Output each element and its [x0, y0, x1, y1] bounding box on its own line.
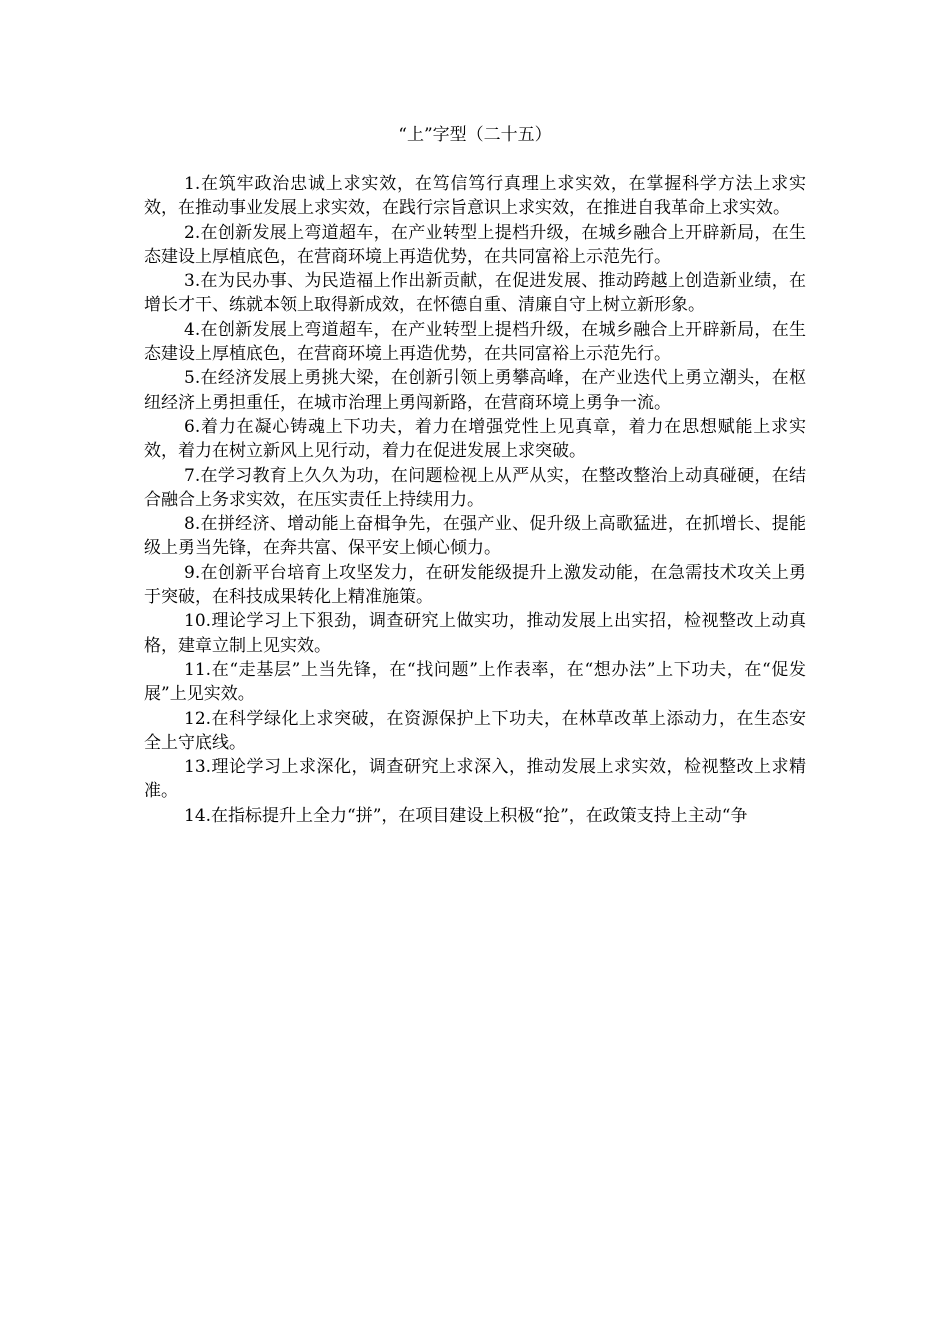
paragraph-11: 11.在“走基层”上当先锋，在“找问题”上作表率，在“想办法”上下功夫，在“促发展”上见实效。: [144, 659, 806, 705]
paragraph-10: 10.理论学习上下狠劲，调查研究上做实功，推动发展上出实招，检视整改上动真格，建章立制上见实效。: [144, 611, 806, 656]
paragraph-3: 3.在为民办事、为民造福上作出新贡献，在促进发展、推动跨越上创造新业绩，在增长才干、练就本领上取得新成效，在怀德自重、清廉自守上树立新形象。: [144, 271, 806, 316]
paragraph-7: 7.在学习教育上久久为功，在问题检视上从严从实，在整改整治上动真碰硬，在结合融合上务求实效，在压实责任上持续用力。: [144, 465, 806, 510]
paragraph-9: 9.在创新平台培育上攻坚发力，在研发能级提升上激发动能，在急需技术攻关上勇于突破，在科技成果转化上精准施策。: [144, 562, 806, 608]
paragraph-14: 14.在指标提升上全力“拼”，在项目建设上积极“抢”，在政策支持上主动“争: [184, 805, 748, 826]
paragraph-4: 4.在创新发展上弯道超车，在产业转型上提档升级，在城乡融合上开辟新局，在生态建设上厚植底色，在营商环境上再造优势，在共同富裕上示范先行。: [144, 319, 806, 365]
document-title: “上”字型（二十五）: [398, 125, 552, 145]
paragraph-6: 6.着力在凝心铸魂上下功夫，着力在增强党性上见真章，着力在思想赋能上求实效，着力在树立新风上见行动，着力在促进发展上求突破。: [144, 416, 806, 462]
paragraph-12: 12.在科学绿化上求突破，在资源保护上下功夫，在林草改革上添动力，在生态安全上守底线。: [144, 708, 806, 753]
paragraph-8: 8.在拼经济、增动能上奋楫争先，在强产业、促升级上高歌猛进，在抓增长、提能级上勇当先锋，在奔共富、保平安上倾心倾力。: [144, 514, 806, 559]
document-page: [144, 122, 806, 828]
paragraph-13: 13.理论学习上求深化，调查研究上求深入，推动发展上求实效，检视整改上求精准。: [144, 757, 806, 802]
paragraph-5: 5.在经济发展上勇挑大梁，在创新引领上勇攀高峰，在产业迭代上勇立潮头，在枢纽经济上勇担重任，在城市治理上勇闯新路，在营商环境上勇争一流。: [144, 368, 806, 413]
paragraph-1: 1.在筑牢政治忠诚上求实效，在笃信笃行真理上求实效，在掌握科学方法上求实效，在推动事业发展上求实效，在践行宗旨意识上求实效，在推进自我革命上求实效。: [144, 174, 806, 219]
paragraph-2: 2.在创新发展上弯道超车，在产业转型上提档升级，在城乡融合上开辟新局，在生态建设上厚植底色，在营商环境上再造优势，在共同富裕上示范先行。: [144, 222, 806, 267]
